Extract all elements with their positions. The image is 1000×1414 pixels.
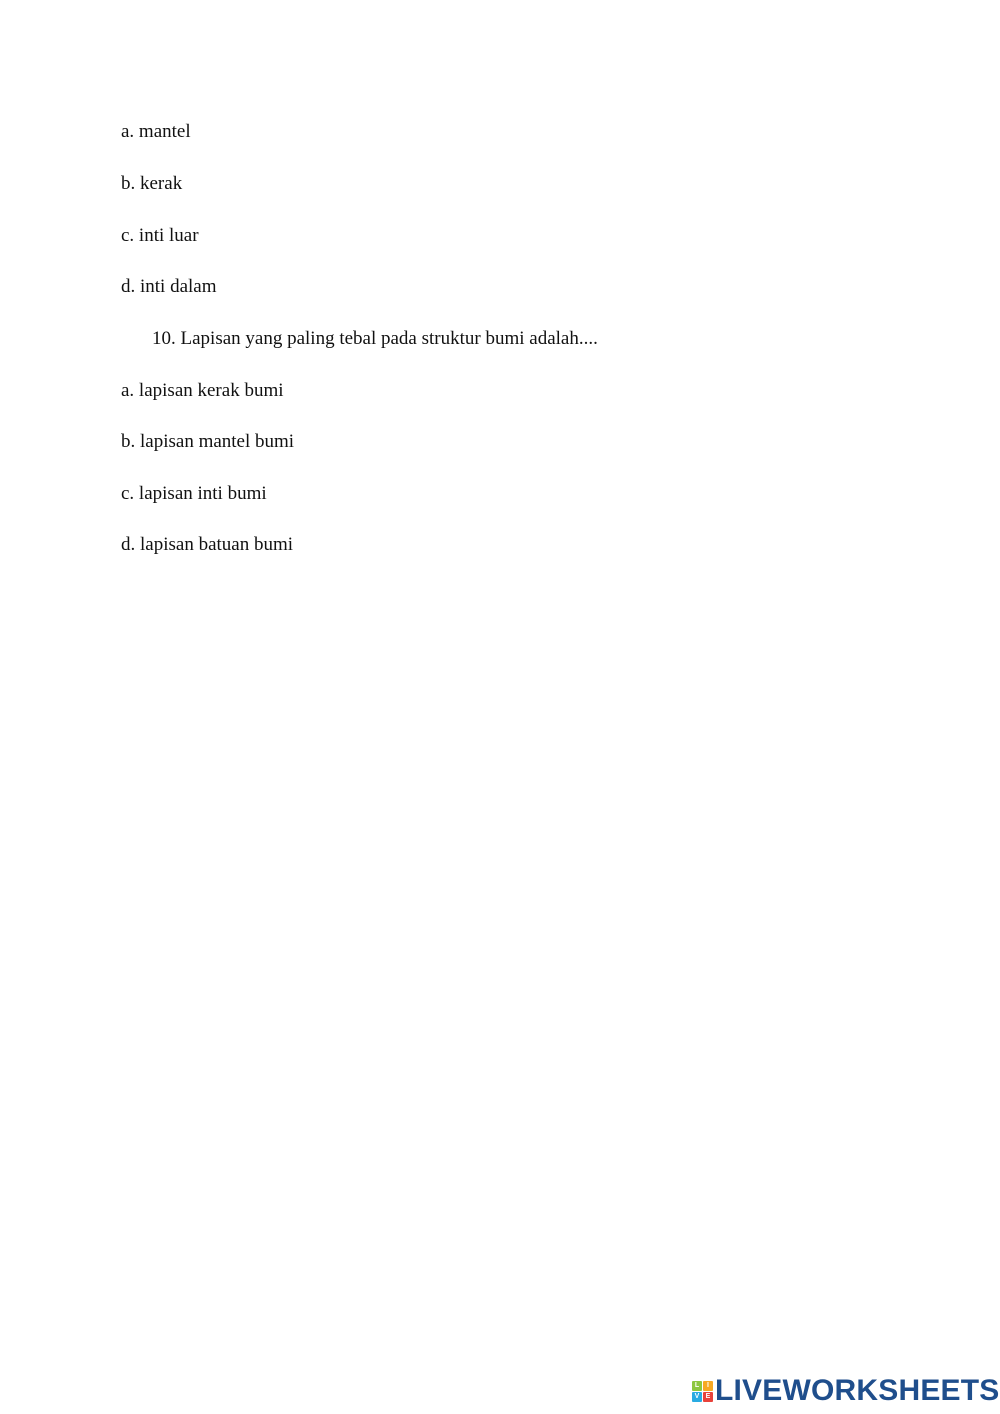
logo-badge-letter: I [703, 1381, 713, 1391]
logo-badge-letter: L [692, 1381, 702, 1391]
liveworksheets-logo [692, 1374, 1000, 1408]
option-q10-c: c. lapisan inti bumi [121, 483, 267, 504]
option-q10-b: b. lapisan mantel bumi [121, 431, 295, 452]
option-q9-b: b. kerak [121, 173, 183, 194]
option-q9-a: a. mantel [121, 121, 191, 142]
logo-badge-letter: E [703, 1392, 713, 1402]
option-q10-d: d. lapisan batuan bumi [121, 534, 294, 555]
option-q10-a: a. lapisan kerak bumi [121, 380, 284, 401]
option-q9-d: d. inti dalam [121, 276, 217, 297]
logo-badge-icon [692, 1381, 713, 1402]
option-q9-c: c. inti luar [121, 225, 199, 246]
logo-badge-letter: V [692, 1392, 702, 1402]
logo-text: LIVEWORKSHEETS [715, 1374, 1000, 1407]
question-10-text: 10. Lapisan yang paling tebal pada struktur bumi adalah.... [152, 328, 598, 349]
